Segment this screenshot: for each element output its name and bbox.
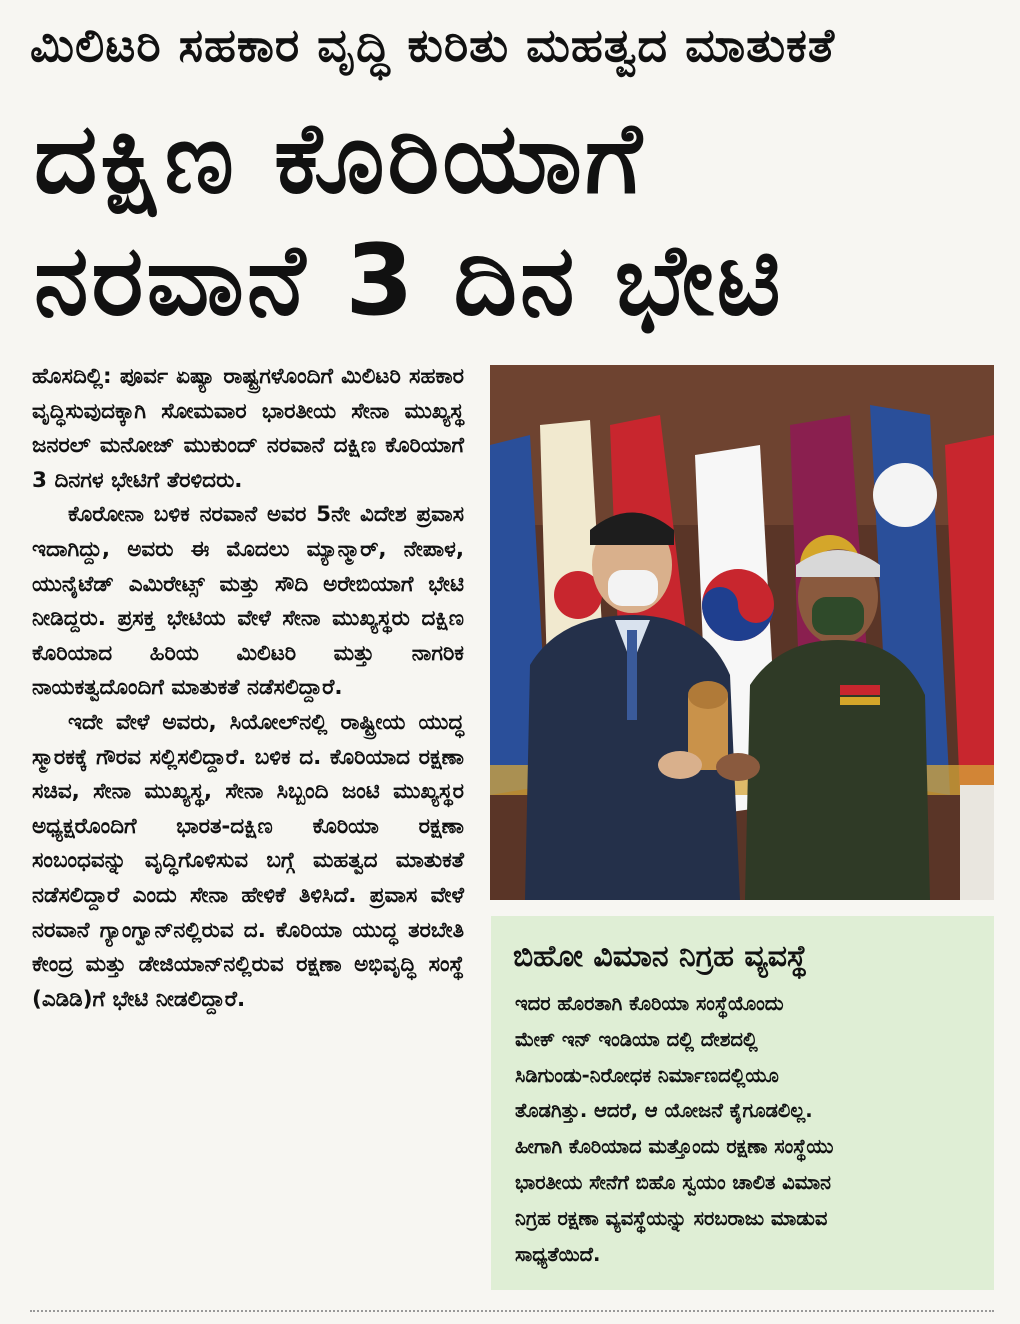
- person-right-ribbons-2: [840, 697, 880, 705]
- sidebar-body: [515, 986, 975, 1272]
- sidebar-line: ಹೀಗಾಗಿ ಕೊರಿಯಾದ ಮತ್ತೊಂದು ರಕ್ಷಣಾ ಸಂಸ್ಥೆಯು: [515, 1135, 834, 1159]
- photo-illustration: [490, 365, 994, 900]
- sidebar-line: ಭಾರತೀಯ ಸೇನೆಗೆ ಬಿಹೊ ಸ್ವಯಂ ಚಾಲಿತ ವಿಮಾನ: [515, 1170, 832, 1194]
- article-paragraph-3: ಇದೇ ವೇಳೆ ಅವರು, ಸಿಯೋಲ್‌ನಲ್ಲಿ ರಾಷ್ಟ್ರೀಯ ಯುದ್ಧ ಸ್ಮಾರಕಕ್ಕೆ ಗೌರವ ಸಲ್ಲಿಸಲಿದ್ದಾರೆ. ಬಳಿಕ ದ. ಕೊರಿಯಾದ ರಕ್ಷಣಾ ಸಚಿವ, ಸೇನಾ ಮುಖ್ಯಸ್ಥ, ಸೇನಾ ಸಿಬ್ಬಂದಿ ಜಂಟಿ ಮುಖ್ಯಸ್ಥರ ಅಧ್ಯಕ್ಷರೊಂದಿಗೆ ಭಾರತ-ದಕ್ಷಿಣ ಕೊರಿಯಾ ರಕ್ಷಣಾ ಸಂಬಂಧವನ್ನು ವೃದ್ಧಿಗೊಳಿಸುವ ಬಗ್ಗೆ ಮಹತ್ವದ ಮಾತುಕತೆ ನಡೆಸಲಿದ್ದಾರೆ ಎಂದು ಸೇನಾ ಹೇಳಿಕೆ ತಿಳಿಸಿದೆ. ಪ್ರವಾಸ ವೇಳೆ ನರವಾನೆ ಗ್ಯಾಂಗ್ವಾನ್‌ನಲ್ಲಿರುವ ದ. ಕೊರಿಯಾ ಯುದ್ಧ ತರಬೇತಿ ಕೇಂದ್ರ ಮತ್ತು ಡೇಜಿಯಾನ್‌ನಲ್ಲಿರುವ ರಕ್ಷಣಾ ಅಭಿವೃದ್ಧಿ ಸಂಸ್ಥೆ (ಎಡಿಡಿ)ಗೆ ಭೇಟಿ ನೀಡಲಿದ್ದಾರೆ.: [32, 709, 464, 1012]
- article-paragraph-2: ಕೊರೋನಾ ಬಳಿಕ ನರವಾನೆ ಅವರ 5ನೇ ವಿದೇಶ ಪ್ರವಾಸ ಇದಾಗಿದ್ದು, ಅವರು ಈ ಮೊದಲು ಮ್ಯಾನ್ಮಾರ್, ನೇಪಾಳ, ಯುನೈಟೆಡ್ ಎಮಿರೇಟ್ಸ್ ಮತ್ತು ಸೌದಿ ಅರೇಬಿಯಾಗೆ ಭೇಟಿ ನೀಡಿದ್ದರು. ಪ್ರಸಕ್ತ ಭೇಟಿಯ ವೇಳೆ ಸೇನಾ ಮುಖ್ಯಸ್ಥರು ದಕ್ಷಿಣ ಕೊರಿಯಾದ ಹಿರಿಯ ಮಿಲಿಟರಿ ಮತ್ತು ನಾಗರಿಕ ನಾಯಕತ್ವದೊಂದಿಗೆ ಮಾತುಕತೆ ನಡೆಸಲಿದ್ದಾರೆ.: [32, 502, 464, 701]
- sidebar-line: ಸಾಧ್ಯತೆಯಿದೆ.: [515, 1242, 601, 1266]
- headline-line-1: ದಕ್ಷಿಣ ಕೊರಿಯಾಗೆ: [34, 102, 645, 216]
- bottom-divider: [30, 1310, 994, 1312]
- chair: [960, 785, 994, 900]
- person-left-mask: [608, 570, 658, 606]
- sidebar-line: ಇದರ ಹೊರತಾಗಿ ಕೊರಿಯಾ ಸಂಸ್ಥೆಯೊಂದು: [515, 992, 784, 1015]
- dateline: ಹೊಸದಿಲ್ಲಿ:: [32, 364, 112, 389]
- person-left-tie: [627, 630, 637, 720]
- sidebar-box: [491, 916, 994, 1290]
- person-right-uniform: [745, 640, 930, 900]
- article-paragraph-1: [32, 360, 464, 498]
- person-right-mask: [812, 597, 864, 635]
- sidebar-line: ಸಿಡಿಗುಂಡು-ನಿರೋಧಕ ನಿರ್ಮಾಣದಲ್ಲಿಯೂ: [515, 1063, 779, 1087]
- gift-statue-top: [688, 681, 728, 709]
- sidebar-title: ಬಿಹೋ ವಿಮಾನ ನಿಗ್ರಹ ವ್ಯವಸ್ಥೆ: [513, 939, 808, 974]
- kicker-headline: ಮಿಲಿಟರಿ ಸಹಕಾರ ವೃದ್ಧಿ ಕುರಿತು ಮಹತ್ವದ ಮಾತುಕತೆ: [30, 18, 836, 72]
- article-paragraph-1-text: ಪೂರ್ವ ಏಷ್ಯಾ ರಾಷ್ಟ್ರಗಳೊಂದಿಗೆ ಮಿಲಿಟರಿ ಸಹಕಾರ ವೃದ್ಧಿಸುವುದಕ್ಕಾಗಿ ಸೋಮವಾರ ಭಾರತೀಯ ಸೇನಾ ಮುಖ್ಯಸ್ಥ ಜನರಲ್ ಮನೋಜ್ ಮುಕುಂದ್ ನರವಾನೆ ದಕ್ಷಿಣ ಕೊರಿಯಾಗೆ 3 ದಿನಗಳ ಭೇಟಿಗೆ ತೆರಳಿದರು.: [32, 364, 464, 493]
- news-photo: [490, 365, 994, 900]
- hand-left: [658, 751, 702, 779]
- main-headline: [34, 98, 994, 342]
- headline-line-2: ನರವಾನೆ 3 ದಿನ ಭೇಟಿ: [34, 224, 784, 338]
- article-body: [32, 360, 464, 1017]
- hand-right: [716, 753, 760, 781]
- sidebar-line: ನಿಗ್ರಹ ರಕ್ಷಣಾ ವ್ಯವಸ್ಥೆಯನ್ನು ಸರಬರಾಜು ಮಾಡುವ: [515, 1206, 828, 1230]
- person-right-ribbons: [840, 685, 880, 695]
- sidebar-line: ಮೇಕ್ ಇನ್ ಇಂಡಿಯಾ ದಲ್ಲಿ ದೇಶದಲ್ಲಿ: [515, 1027, 758, 1051]
- sidebar-line: ತೊಡಗಿತ್ತು. ಆದರೆ, ಆ ಯೋಜನೆ ಕೈಗೂಡಲಿಲ್ಲ.: [515, 1099, 813, 1123]
- flag-navy-emblem: [873, 463, 937, 527]
